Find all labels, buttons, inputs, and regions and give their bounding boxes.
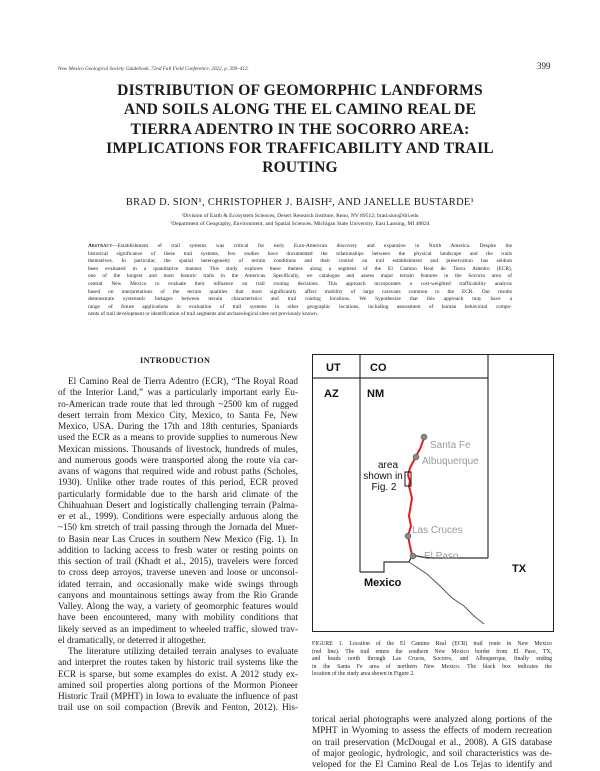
- text-line: particularly formidable due to the harsh arid climate of the: [58, 489, 298, 500]
- text-line: The literature utilizing detailed terrain analyses to evaluate: [68, 647, 298, 657]
- label-area-line1: area: [377, 460, 399, 471]
- text-line: Mexico, USA. During the 17th and 18th centuries, Spaniards: [58, 422, 298, 432]
- text-line: veloped for the El Camino Real de Los Tejas to identify and: [312, 760, 552, 770]
- text-line: ECR is sparse, but some examples do exist. A 2012 study ex-: [58, 669, 298, 680]
- abstract-line: [88, 243, 512, 251]
- author-list: BRAD D. SION¹, CHRISTOPHER J. BAISH², AND JANELLE BUSTARDE¹: [125, 197, 475, 208]
- label-santa-fe: Santa Fe: [430, 440, 471, 451]
- text-line: er et al., 1999). Conditions were especially arduous along the: [58, 512, 298, 522]
- abstract-line: been evaluated in a quantitative manner. This study explores these themes along a segment of the El Camino Real de Tierra Adentro (ECR),: [88, 265, 512, 272]
- caption-line: location of the study area shown in Figure 2.: [312, 671, 415, 678]
- title-line: DISTRIBUTION OF GEOMORPHIC LANDFORMS: [117, 82, 483, 99]
- title-line: TIERRA ADENTRO IN THE SOCORRO AREA:: [130, 120, 470, 138]
- text-line: of the Interior Land,” was a particularly important early Eu-: [58, 388, 298, 399]
- text-line: el dramatically, or deterred it altogether.: [58, 635, 207, 646]
- text-line: Historic Trail (MPHT) in Iowa to evaluate the influence of past: [58, 692, 298, 702]
- text-line: and interpret the routes taken by historic trail systems like the: [58, 658, 298, 669]
- label-nm: NM: [367, 388, 385, 400]
- text-line: of major geologic, hydrologic, and soil characteristics was de-: [312, 748, 552, 759]
- label-ut: UT: [326, 362, 341, 374]
- text-line: canyons and mountainous settings away from the Rio Grande: [58, 590, 298, 601]
- figure-1-caption: [312, 641, 552, 679]
- text-line: idated terrain, and occasionally make wide swings through: [58, 579, 298, 590]
- text-line: trail use on soil compaction (Brevik and Fenton, 2012). His-: [58, 703, 298, 714]
- text-line: Mexican missions. Thousands of livestock, hundreds of mules,: [58, 444, 298, 455]
- abstract-line: historical significance of these trail systems, few studies have documented the relationships between the physical landscape and the trails: [88, 250, 512, 257]
- label-co: CO: [370, 362, 387, 374]
- city-marker-santa-fe: [421, 434, 427, 440]
- text-line: avans of wagons that required wide and robust paths (Scholes,: [58, 467, 298, 477]
- right-column-text: [312, 715, 552, 771]
- label-area-line2: shown in: [363, 471, 403, 482]
- abstract-line: nents of trail development or identification of trail segments and archaeological sites not previously known.: [88, 311, 319, 318]
- title-line: AND SOILS ALONG THE EL CAMINO REAL DE: [123, 101, 477, 119]
- running-head: New Mexico Geological Society Guidebook, 72nd Fall Field Conference, 2022, p. 399–412.: [58, 66, 249, 72]
- caption-line: and heads north through Las Cruces, Socorro, and Albuquerque, finally ending: [312, 656, 552, 663]
- map-frame: [313, 355, 554, 632]
- text-line: and numerous goods were transported along the route via car-: [58, 455, 298, 466]
- text-line: 1930). Unlike other trade routes of this period, ECR proved: [58, 478, 298, 489]
- left-column-text: [58, 377, 298, 715]
- affiliation-1: ¹Division of Earth & Ecosystem Sciences, Desert Research Institute, Reno, NV 89512; brad.sion@dri.edu: [181, 213, 419, 219]
- text-line: likely served as an impediment to wheeled traffic, slowed trav-: [58, 624, 298, 635]
- abstract-label: Abstract: [88, 243, 113, 249]
- label-tx: TX: [512, 563, 527, 575]
- city-marker-albuquerque: [413, 454, 419, 460]
- text-line: Valley. Along the way, a variety of geomorphic features would: [58, 602, 298, 612]
- label-las-cruces: Las Cruces: [412, 525, 463, 536]
- figure-1-map: [312, 354, 554, 632]
- city-marker-el-paso: [410, 553, 416, 559]
- text-line: addition to lacking access to fresh water or resting points on: [58, 545, 298, 556]
- caption-line: in the Santa Fe area of northern New Mexico. The black box indicates the: [312, 663, 552, 670]
- page-number: 399: [537, 61, 551, 71]
- text-line: to Basin near Las Cruces in southern New Mexico (Fig. 1). In: [58, 534, 298, 545]
- caption-line: FIGURE 1. Location of the El Camino Real (ECR) trail route in New Mexico: [312, 641, 552, 647]
- abstract-text: —Establishment of trail systems was critical for early Euro-American discovery and expansion in North America. Despite the: [112, 243, 512, 249]
- text-line: on trail preservation (McDougal et al., 2008). A GIS database: [312, 737, 552, 748]
- title-line: IMPLICATIONS FOR TRAFFICABILITY AND TRAIL: [106, 139, 494, 157]
- abstract-line: one of the longest and most historic trails in the Americas. Specifically, we catalogue and assess major terrain features in the Socorro area of: [88, 273, 512, 280]
- abstract-line: range of future applications in evaluation of trail systems in other geographic locations, including assessment of human behavioral compo-: [88, 303, 512, 310]
- text-line: torical aerial photographs were analyzed along portions of the: [312, 715, 552, 725]
- section-heading-introduction: INTRODUCTION: [140, 356, 211, 365]
- text-line: desert terrain from Mexico City, Mexico, to Santa Fe, New: [58, 410, 298, 421]
- abstract-line: demonstrate systematic linkages between terrain characteristics and trail routing locations. We hypothesize that this approach may have a: [88, 296, 512, 303]
- affiliation-2: ²Department of Geography, Environment, and Spatial Sciences, Michigan State University, East Lansing, MI 48824: [170, 221, 430, 227]
- text-line: this section of trail (Khadt et al., 2015), travelers were forced: [58, 557, 298, 567]
- abstract-line: central New Mexico to evaluate their influence on trail routing decisions. This approach incorporates a cost-weighted trafficability analysis: [88, 280, 512, 287]
- caption-line: (red line). The trail enters the southern New Mexico border from El Paso, TX,: [312, 648, 552, 655]
- label-mexico: Mexico: [364, 577, 402, 589]
- text-line: have been encountered, many with mobility conditions that: [58, 613, 298, 624]
- label-el-paso: El Paso: [424, 551, 459, 562]
- text-line: to cross deep arroyos, traverse uneven and loose or unconsol-: [58, 568, 298, 579]
- title-line: ROUTING: [262, 159, 338, 177]
- text-line: ro-American trade route that led through ~2500 km of rugged: [58, 399, 298, 410]
- map-svg: [312, 354, 554, 632]
- abstract-line: themselves. In particular, the spatial heterogeneity of terrain conditions and their control on trail establishment and preservation has seldom: [88, 258, 512, 265]
- label-area-line3: Fig. 2: [371, 482, 397, 493]
- text-line: Chihuahuan Desert and logistically challenging terrain (Palma-: [58, 500, 298, 511]
- text-line: used the ECR as a means to provide supplies to numerous New: [58, 433, 298, 444]
- abstract-line: based on interpretations of the terrain qualities that most significantly affect mobility of large caravans common to the ECR. Our results: [88, 288, 512, 295]
- label-albuquerque: Albuquerque: [422, 456, 479, 467]
- text-line: ~150 km stretch of trail passing through the Jornada del Muer-: [58, 523, 298, 534]
- text-line: MPHT in Wyoming to assess the effects of modern recreation: [312, 726, 552, 737]
- text-line: amined soil properties along portions of the Mormon Pioneer: [58, 680, 298, 691]
- paper-title: [40, 81, 560, 177]
- city-marker-las-cruces: [405, 533, 411, 539]
- abstract: [88, 243, 512, 319]
- text-line: El Camino Real de Tierra Adentro (ECR), “The Royal Road: [68, 377, 298, 387]
- label-az: AZ: [324, 388, 339, 400]
